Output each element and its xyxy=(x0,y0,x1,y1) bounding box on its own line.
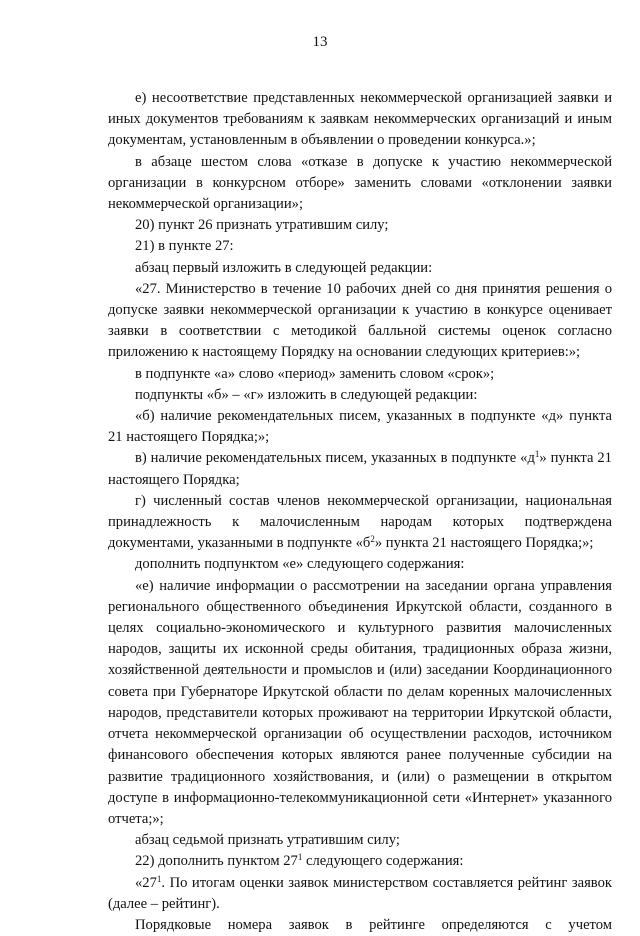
paragraph xyxy=(108,851,612,872)
paragraph-text: 22) дополнить пунктом 27 xyxy=(135,853,298,870)
paragraph-text: г) численный состав членов некоммерческой организации, национальная принадлежность к малочисленным народам которых подтверждена документами, указанными в подпункте «б xyxy=(108,492,612,552)
paragraph: Порядковые номера заявок в рейтинге определяются с учетом xyxy=(135,916,612,933)
paragraph: дополнить подпунктом «е» следующего содержания: xyxy=(135,556,465,573)
paragraph: абзац первый изложить в следующей редакции: xyxy=(135,259,433,276)
paragraph-text: в) наличие рекомендательных писем, указанных в подпункте «д xyxy=(135,450,535,467)
paragraph: в подпункте «а» слово «период» заменить словом «срок»; xyxy=(135,365,495,382)
superscript: 2 xyxy=(370,534,375,545)
paragraph: е) несоответствие представленных некоммерческой организацией заявки и иных документов требованиям к заявкам некоммерческих организаций и иным документам, установленным в объявлении о проведении конкурса.»; xyxy=(108,90,612,149)
paragraph: 20) пункт 26 признать утратившим силу; xyxy=(135,217,389,234)
paragraph: 21) в пункте 27: xyxy=(135,238,234,255)
page-number: 13 xyxy=(312,34,328,50)
document-body xyxy=(108,88,612,936)
paragraph: подпункты «б» – «г» изложить в следующей редакции: xyxy=(135,386,478,403)
paragraph: «б) наличие рекомендательных писем, указанных в подпункте «д» пункта 21 настоящего Порядка;»; xyxy=(108,408,612,446)
paragraph: «е) наличие информации о рассмотрении на заседании органа управления регионального общественного объединения Иркутской области, созданного в целях социально-экономического и культурного развития малочисленных народов, защиты их исконной среды обитания, традиционных образа жизни, хозяйственной деятельности и промыслов и (или) заседании Координационного совета при Губернаторе Иркутской области по делам коренных малочисленных народов, представители которых проживают на территории Иркутской области, отчета некоммерческой организации об осуществлении расходов, источником финансового обеспечения которых являются ранее полученные субсидии на развитие традиционного хозяйствования, и (или) о размещении в открытом доступе в информационно-телекоммуникационной сети «Интернет» указанного отчета;»; xyxy=(108,577,612,827)
paragraph xyxy=(108,491,612,555)
paragraph-text: «27 xyxy=(135,874,157,891)
paragraph xyxy=(108,448,612,490)
superscript: 1 xyxy=(534,449,540,460)
paragraph-text: . По итогам оценки заявок министерством составляется рейтинг заявок (далее – рейтинг). xyxy=(108,874,612,912)
paragraph: «27. Министерство в течение 10 рабочих дней со дня принятия решения о допуске заявки некоммерческой организации к участию в конкурсе оценивает заявки в соответствии с методикой балльной системы оценок согласно приложению к настоящему Порядку на основании следующих критериев:»; xyxy=(108,280,612,361)
paragraph: абзац седьмой признать утратившим силу; xyxy=(135,832,400,849)
paragraph-text: » пункта 21 настоящего Порядка; xyxy=(108,450,612,488)
paragraph-text: следующего содержания: xyxy=(302,853,464,870)
paragraph xyxy=(108,873,612,915)
superscript: 1 xyxy=(297,852,303,863)
superscript: 1 xyxy=(156,873,162,884)
paragraph: в абзаце шестом слова «отказе в допуске к участию некоммерческой организации в конкурсном отборе» заменить словами «отклонении заявки некоммерческой организации»; xyxy=(108,153,612,213)
paragraph-text: » пункта 21 настоящего Порядка;»; xyxy=(374,535,594,552)
